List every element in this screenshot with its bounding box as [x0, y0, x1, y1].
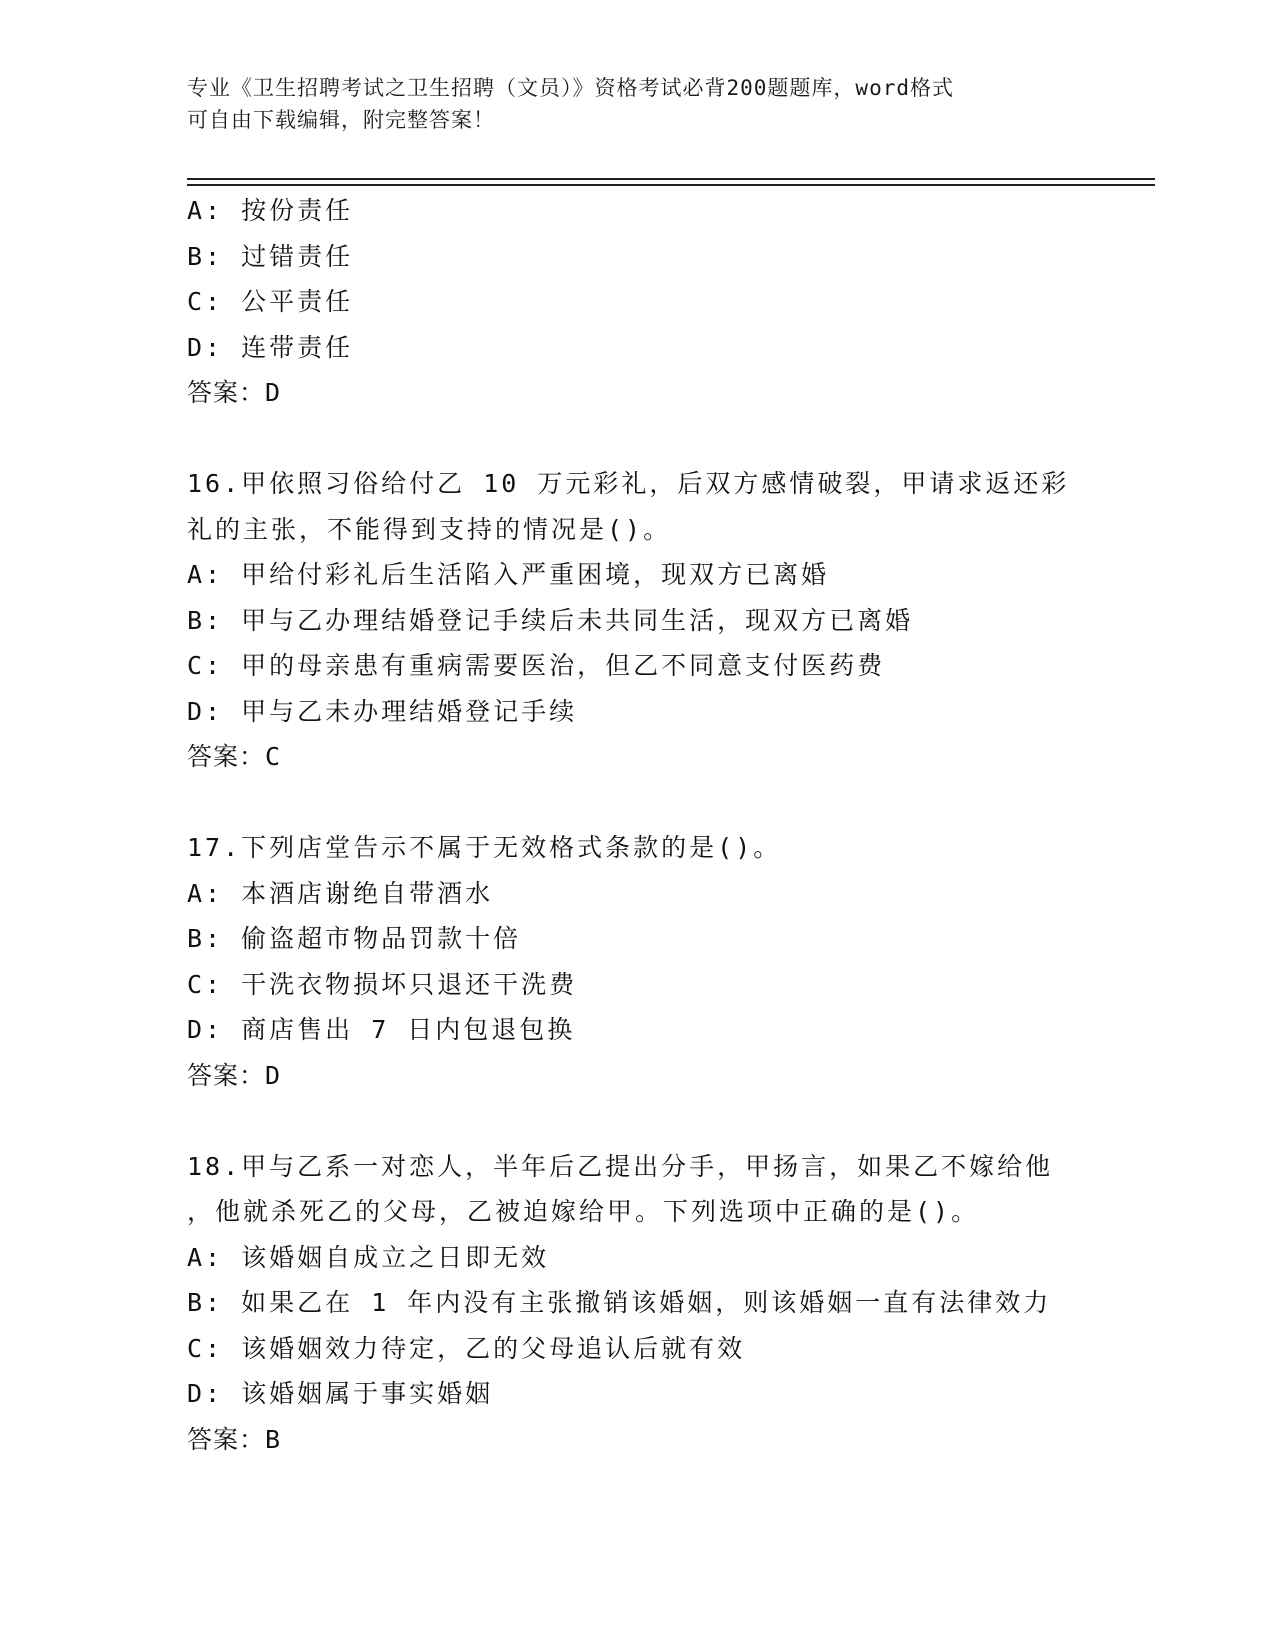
option-c: C: 干洗衣物损坏只退还干洗费: [187, 969, 578, 999]
option-b: B: 如果乙在 1 年内没有主张撤销该婚姻，则该婚姻一直有法律效力: [187, 1288, 1052, 1317]
option-d: D: 商店售出 7 日内包退包换: [187, 1015, 576, 1044]
question-stem: 17.下列店堂告示不属于无效格式条款的是()。: [187, 833, 782, 862]
spacer: [187, 416, 1087, 462]
header-divider-top: [187, 178, 1155, 180]
question-list: [187, 188, 1087, 1462]
question-15: [187, 188, 1087, 416]
question-stem-cont: ，他就杀死乙的父母，乙被迫嫁给甲。下列选项中正确的是()。: [187, 1197, 980, 1226]
option-d: D: 甲与乙未办理结婚登记手续: [187, 696, 578, 726]
option-a: A: 本酒店谢绝自带酒水: [187, 878, 494, 908]
option-c: C: 甲的母亲患有重病需要医治，但乙不同意支付医药费: [187, 651, 886, 680]
header-line-1: 专业《卫生招聘考试之卫生招聘（文员）》资格考试必背200题题库，word格式: [187, 76, 954, 100]
question-17: [187, 825, 1087, 1098]
option-a: A: 甲给付彩礼后生活陷入严重困境，现双方已离婚: [187, 560, 830, 589]
option-c: C: 该婚姻效力待定，乙的父母追认后就有效: [187, 1333, 746, 1363]
question-18: [187, 1144, 1087, 1463]
option-a: A: 该婚姻自成立之日即无效: [187, 1242, 550, 1272]
answer: 答案：D: [187, 1060, 282, 1090]
option-b: B: 甲与乙办理结婚登记手续后未共同生活，现双方已离婚: [187, 605, 914, 635]
question-stem-cont: 礼的主张，不能得到支持的情况是()。: [187, 514, 672, 544]
answer: 答案：B: [187, 1424, 282, 1454]
spacer: [187, 1098, 1087, 1144]
option-d: D: 该婚姻属于事实婚姻: [187, 1379, 494, 1408]
option-b: B: 过错责任: [187, 241, 354, 271]
question-16: [187, 461, 1087, 780]
option-d: D: 连带责任: [187, 332, 354, 362]
question-stem: 16.甲依照习俗给付乙 10 万元彩礼，后双方感情破裂，甲请求返还彩: [187, 469, 1070, 498]
answer: 答案：D: [187, 378, 282, 407]
option-c: C: 公平责任: [187, 287, 354, 316]
header-divider-bottom: [187, 184, 1155, 186]
answer: 答案：C: [187, 742, 282, 771]
option-b: B: 偷盗超市物品罚款十倍: [187, 924, 522, 953]
option-a: A: 按份责任: [187, 196, 354, 225]
spacer: [187, 780, 1087, 826]
document-header: [187, 72, 1067, 136]
question-stem: 18.甲与乙系一对恋人，半年后乙提出分手，甲扬言，如果乙不嫁给他: [187, 1151, 1054, 1181]
header-line-2: 可自由下载编辑，附完整答案！: [187, 108, 495, 132]
